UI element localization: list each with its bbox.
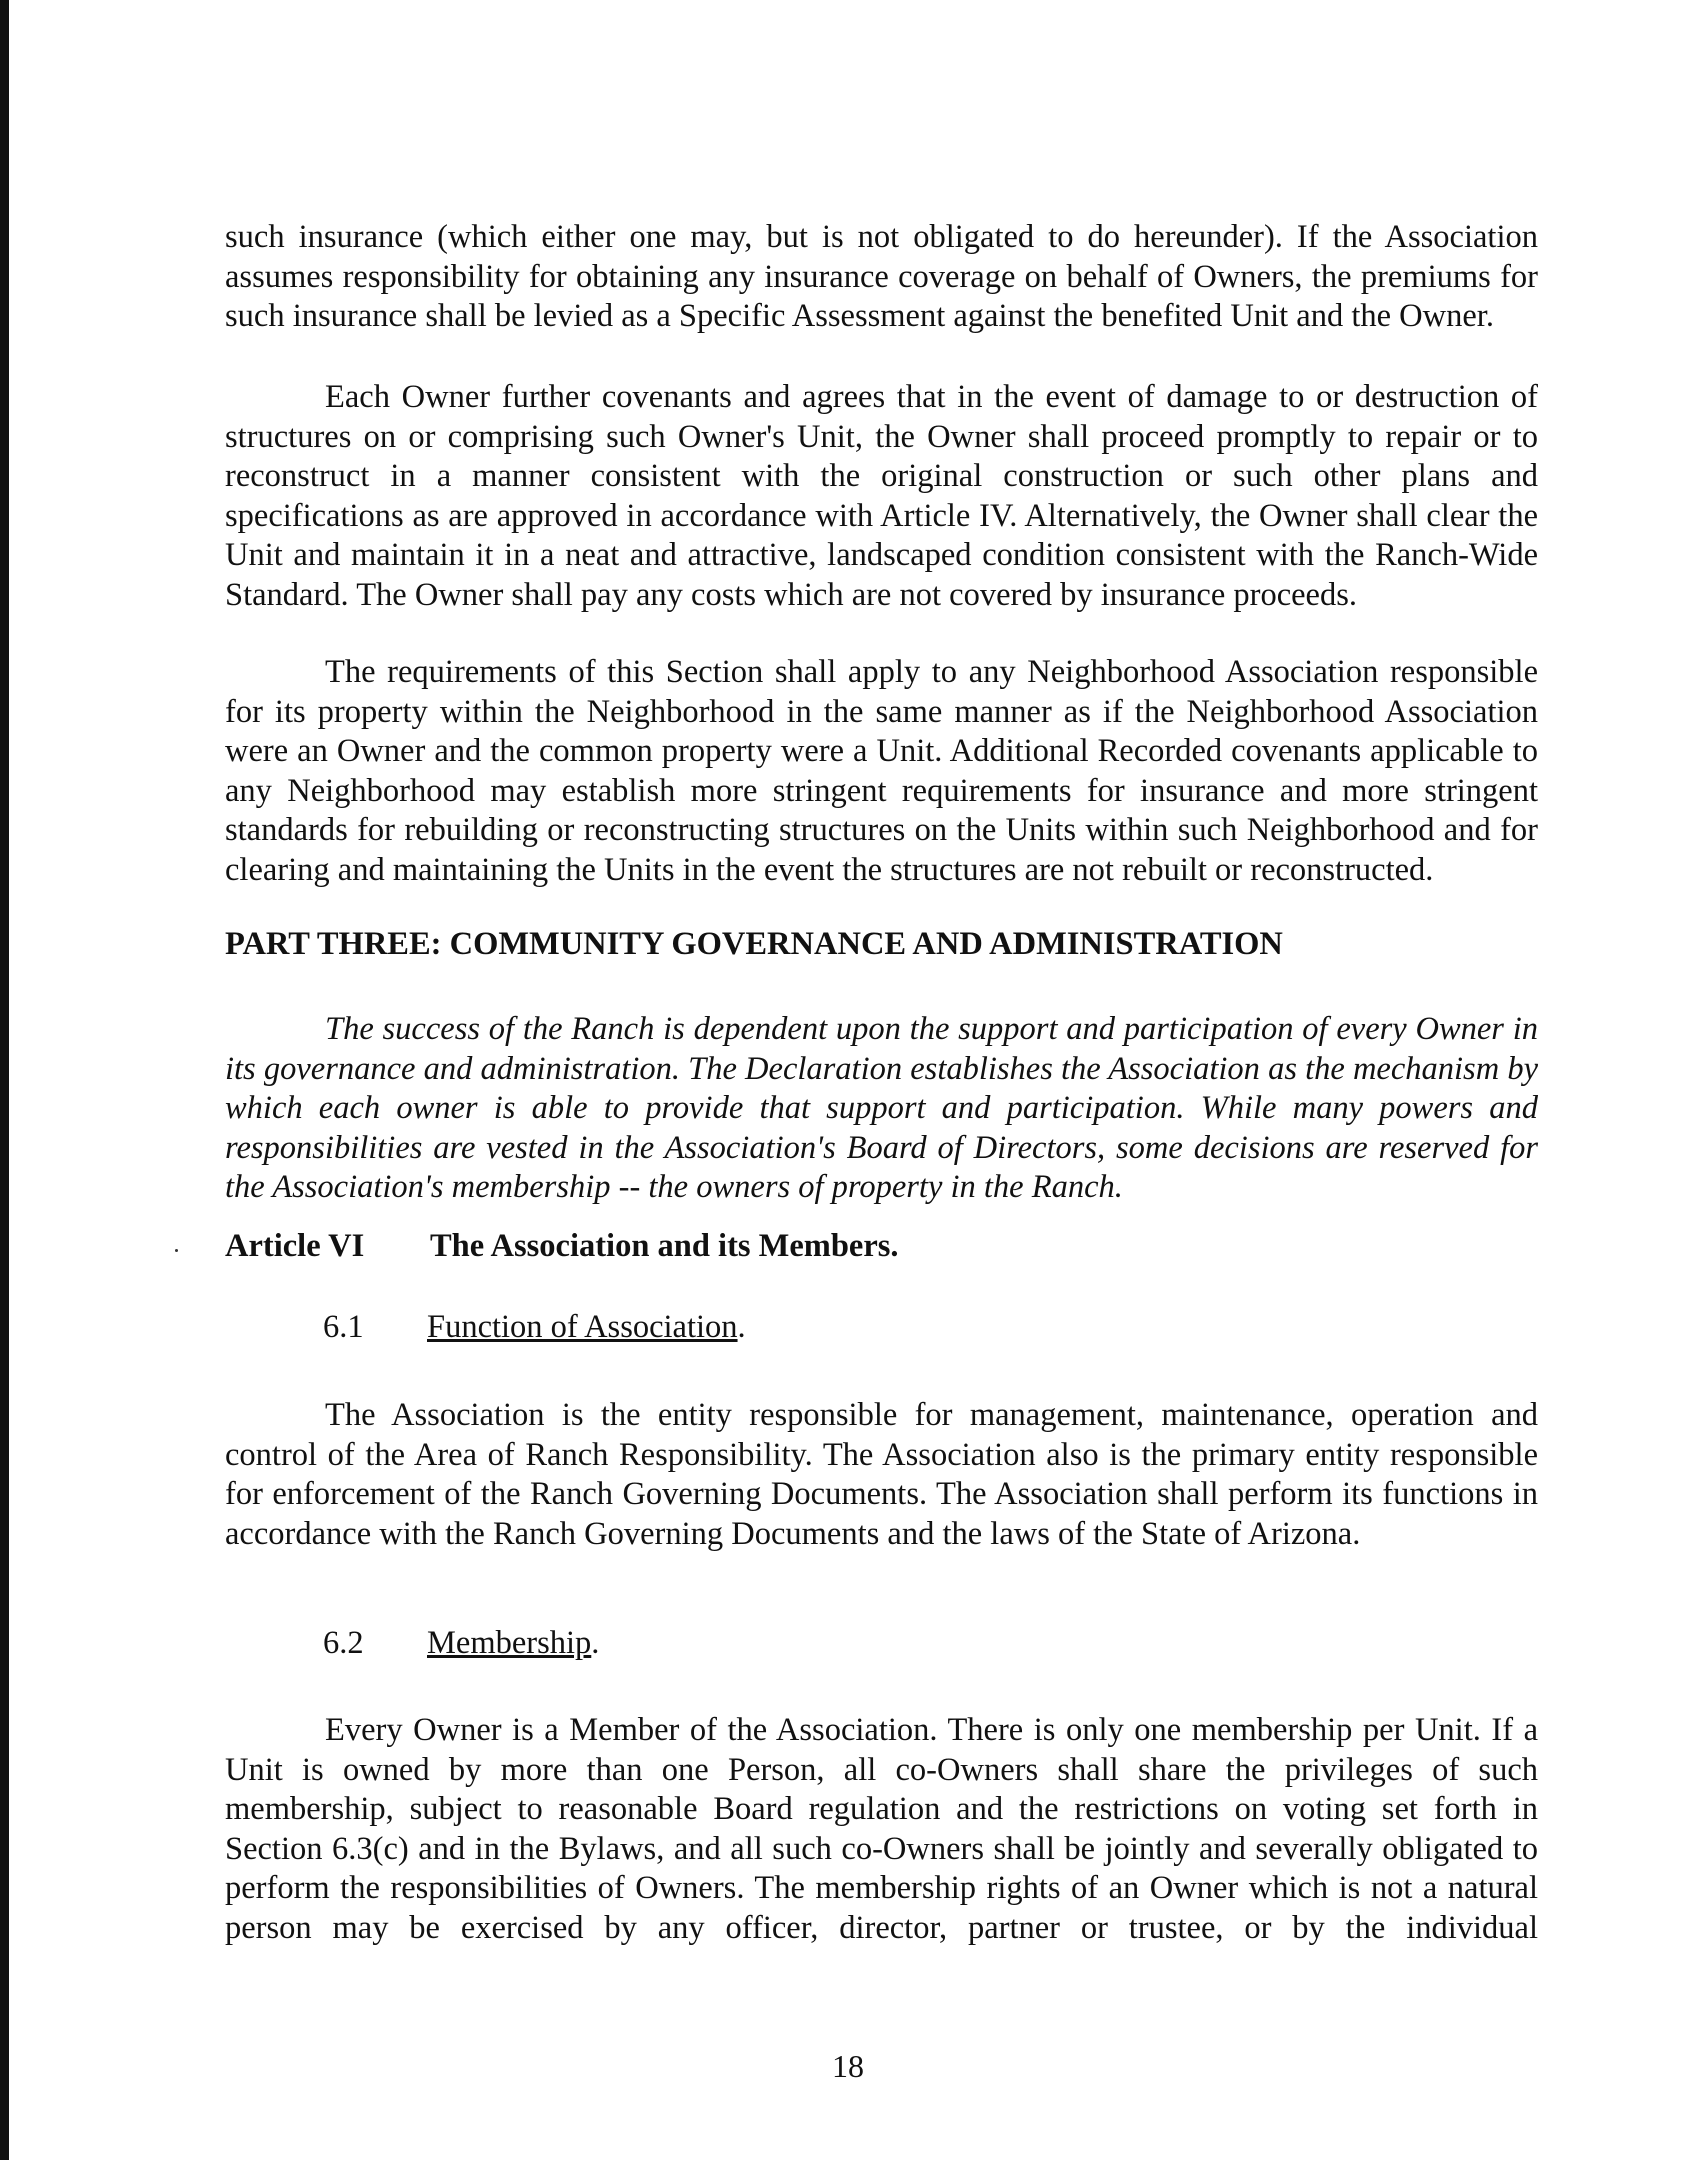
part-heading: PART THREE: COMMUNITY GOVERNANCE AND ADMINISTRATION	[225, 926, 1283, 962]
section-6-2-title: Membership.	[427, 1625, 600, 1661]
paragraph-reconstruction: Each Owner further covenants and agrees that in the event of damage to or destruction of structures on or comprising such Owner's Unit, the Owner shall proceed promptly to repair or to reconstruct in a manner consistent with the original construction or such other plans and specifications as are approved in accordance with Article IV. Alternatively, the Owner shall clear the Unit and maintain it in a neat and attractive, landscaped condition consistent with the Ranch-Wide Standard. The Owner shall pay any costs which are not covered by insurance proceeds.	[225, 379, 1538, 613]
paragraph-neighborhood: The requirements of this Section shall apply to any Neighborhood Association responsible for its property within the Neighborhood in the same manner as if the Neighborhood Association were an Owner and the common property were a Unit. Additional Recorded covenants applicable to any Neighborhood may establish more stringent requirements for insurance and more stringent standards for rebuilding or reconstructing structures on the Units within such Neighborhood and for clearing and maintaining the Units in the event the structures are not rebuilt or reconstructed.	[225, 654, 1538, 888]
intro-italic: The success of the Ranch is dependent upon the support and participation of every Owner in its governance and administration. The Declaration establishes the Association as the mechanism by which each owner is able to provide that support and participation. While many powers and responsibilities are vested in the Association's Board of Directors, some decisions are reserved for the Association's membership -- the owners of property in the Ranch.	[225, 1011, 1538, 1205]
article-number: Article VI	[225, 1228, 365, 1264]
scan-speck	[175, 1249, 178, 1252]
section-6-1-text: The Association is the entity responsible for management, maintenance, operation and control of the Area of Ranch Responsibility. The Association also is the primary entity responsible for enforcement of the Ranch Governing Documents. The Association shall perform its functions in accordance with the Ranch Governing Documents and the laws of the State of Arizona.	[225, 1397, 1538, 1552]
section-6-2-number: 6.2	[323, 1625, 364, 1661]
section-6-1-title: Function of Association.	[427, 1309, 746, 1345]
section-6-2-title-text: Membership	[427, 1625, 592, 1661]
paragraph-insurance: such insurance (which either one may, but is not obligated to do hereunder). If the Association assumes responsibility for obtaining any insurance coverage on behalf of Owners, the premiums for such insurance shall be levied as a Specific Assessment against the benefited Unit and the Owner.	[225, 219, 1538, 334]
page-number: 18	[832, 2048, 864, 2084]
article-title: The Association and its Members.	[430, 1228, 899, 1264]
section-6-1-number: 6.1	[323, 1309, 364, 1345]
scan-edge	[0, 0, 9, 2160]
section-6-2-text: Every Owner is a Member of the Association. There is only one membership per Unit. If a Unit is owned by more than one Person, all co-Owners shall share the privileges of such membership, subject to reasonable Board regulation and the restrictions on voting set forth in Section 6.3(c) and in the Bylaws, and all such co-Owners shall be jointly and severally obligated to perform the responsibilities of Owners. The membership rights of an Owner which is not a natural person may be exercised by any officer, director, partner or trustee, or by the individual	[225, 1712, 1538, 1946]
section-6-1-title-text: Function of Association	[427, 1309, 738, 1345]
